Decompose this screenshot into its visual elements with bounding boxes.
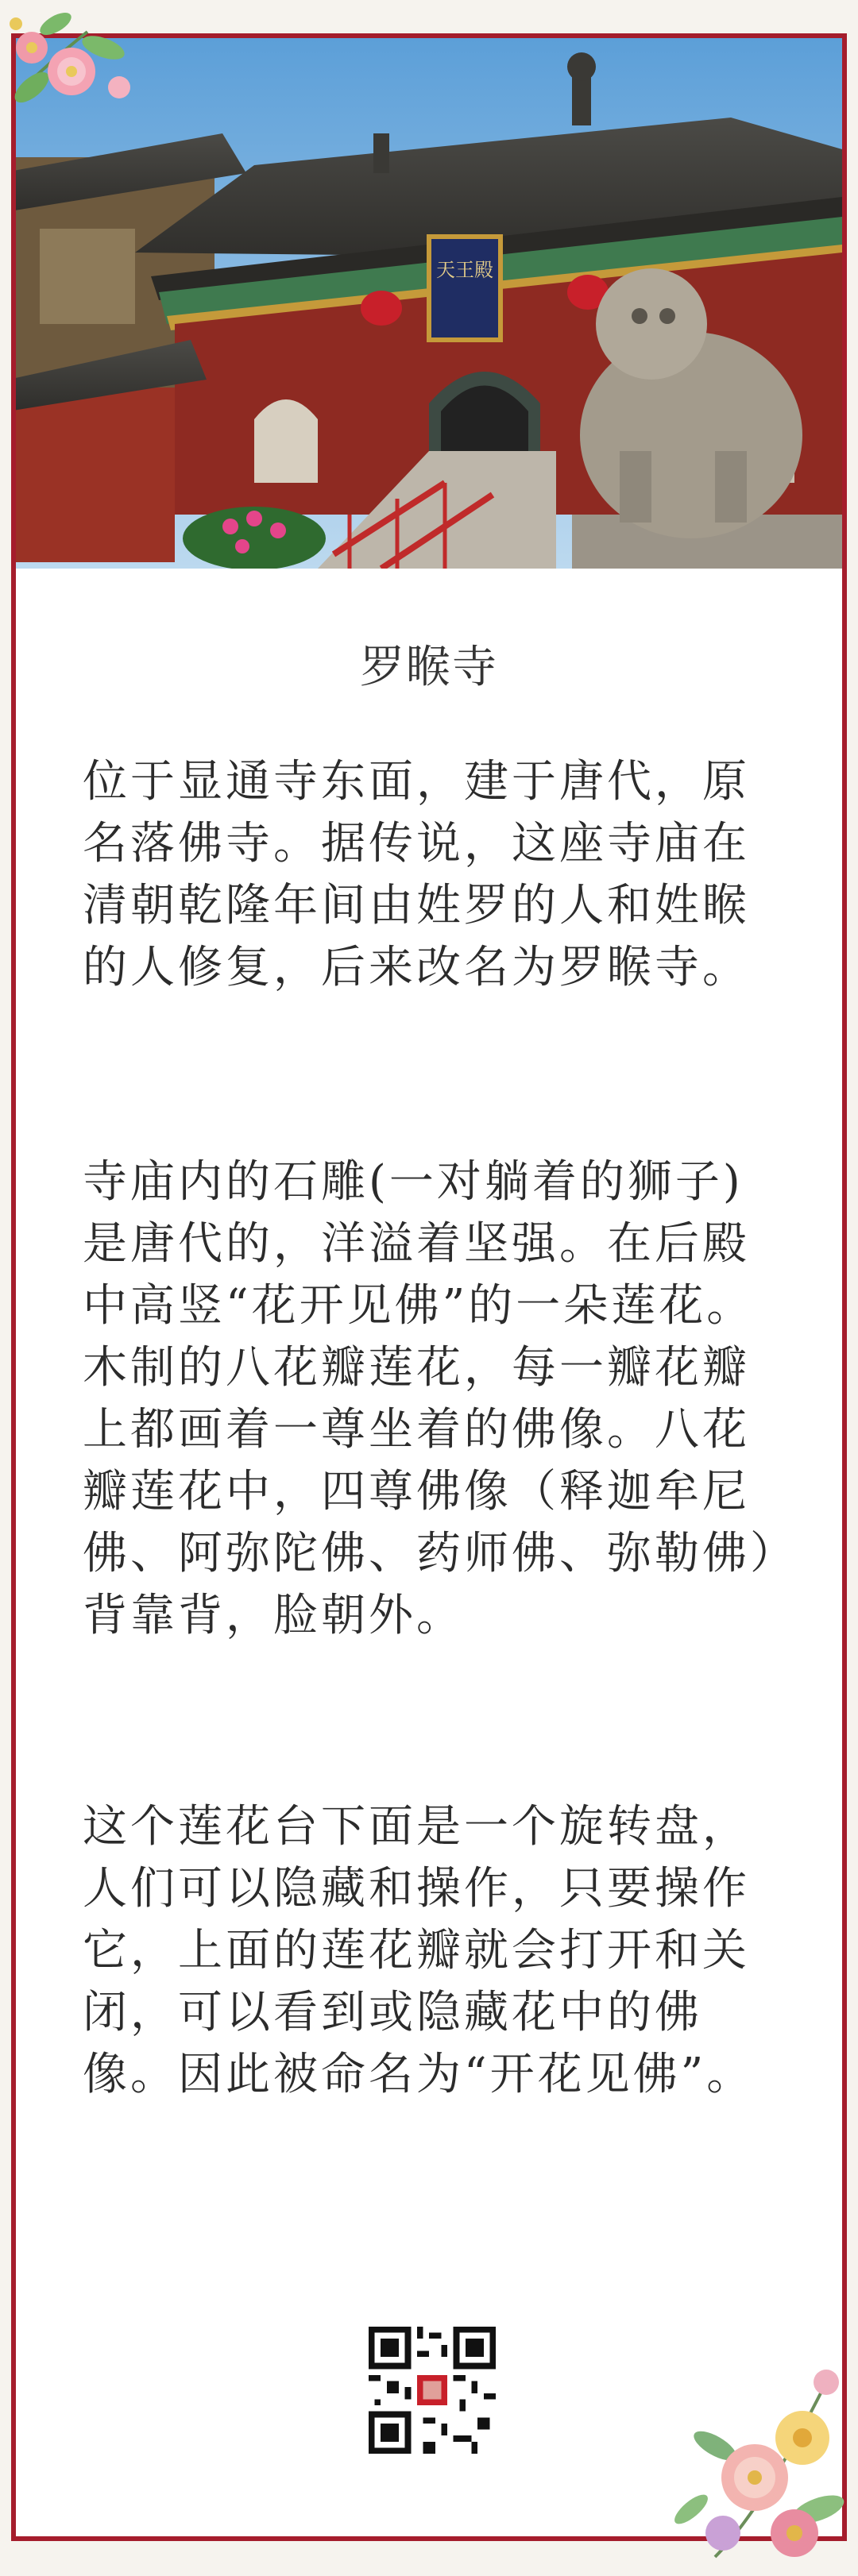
article-paragraph-3: 这个莲花台下面是一个旋转盘，人们可以隐藏和操作，只要操作它，上面的莲花瓣就会打开和关闭，可以看到或隐藏花中的佛像。因此被命名为“开花见佛”。 xyxy=(83,1801,755,2100)
article-paragraph-1: 位于显通寺东面，建于唐代，原名落佛寺。据传说，这座寺庙在清朝乾隆年间由姓罗的人和姓睺的人修复，后来改名为罗睺寺。 xyxy=(83,756,750,993)
red-frame xyxy=(11,33,847,2541)
article-paragraph-2: 寺庙内的石雕(一对躺着的狮子)是唐代的，洋溢着坚强。在后殿中高竖“花开见佛”的一朵莲花。木制的八花瓣莲花，每一瓣花瓣上都画着一尊坐着的佛像。八花瓣莲花中，四尊佛像（释迦牟尼佛、阿弥陀佛、药师佛、弥勒佛）背靠背，脸朝外。 xyxy=(83,1156,775,1641)
flower-bouquet-icon xyxy=(0,0,159,143)
article-title: 罗睺寺 xyxy=(360,642,498,693)
flower-bouquet-icon xyxy=(667,2350,858,2573)
plaque-text: 天王殿 xyxy=(436,259,493,281)
